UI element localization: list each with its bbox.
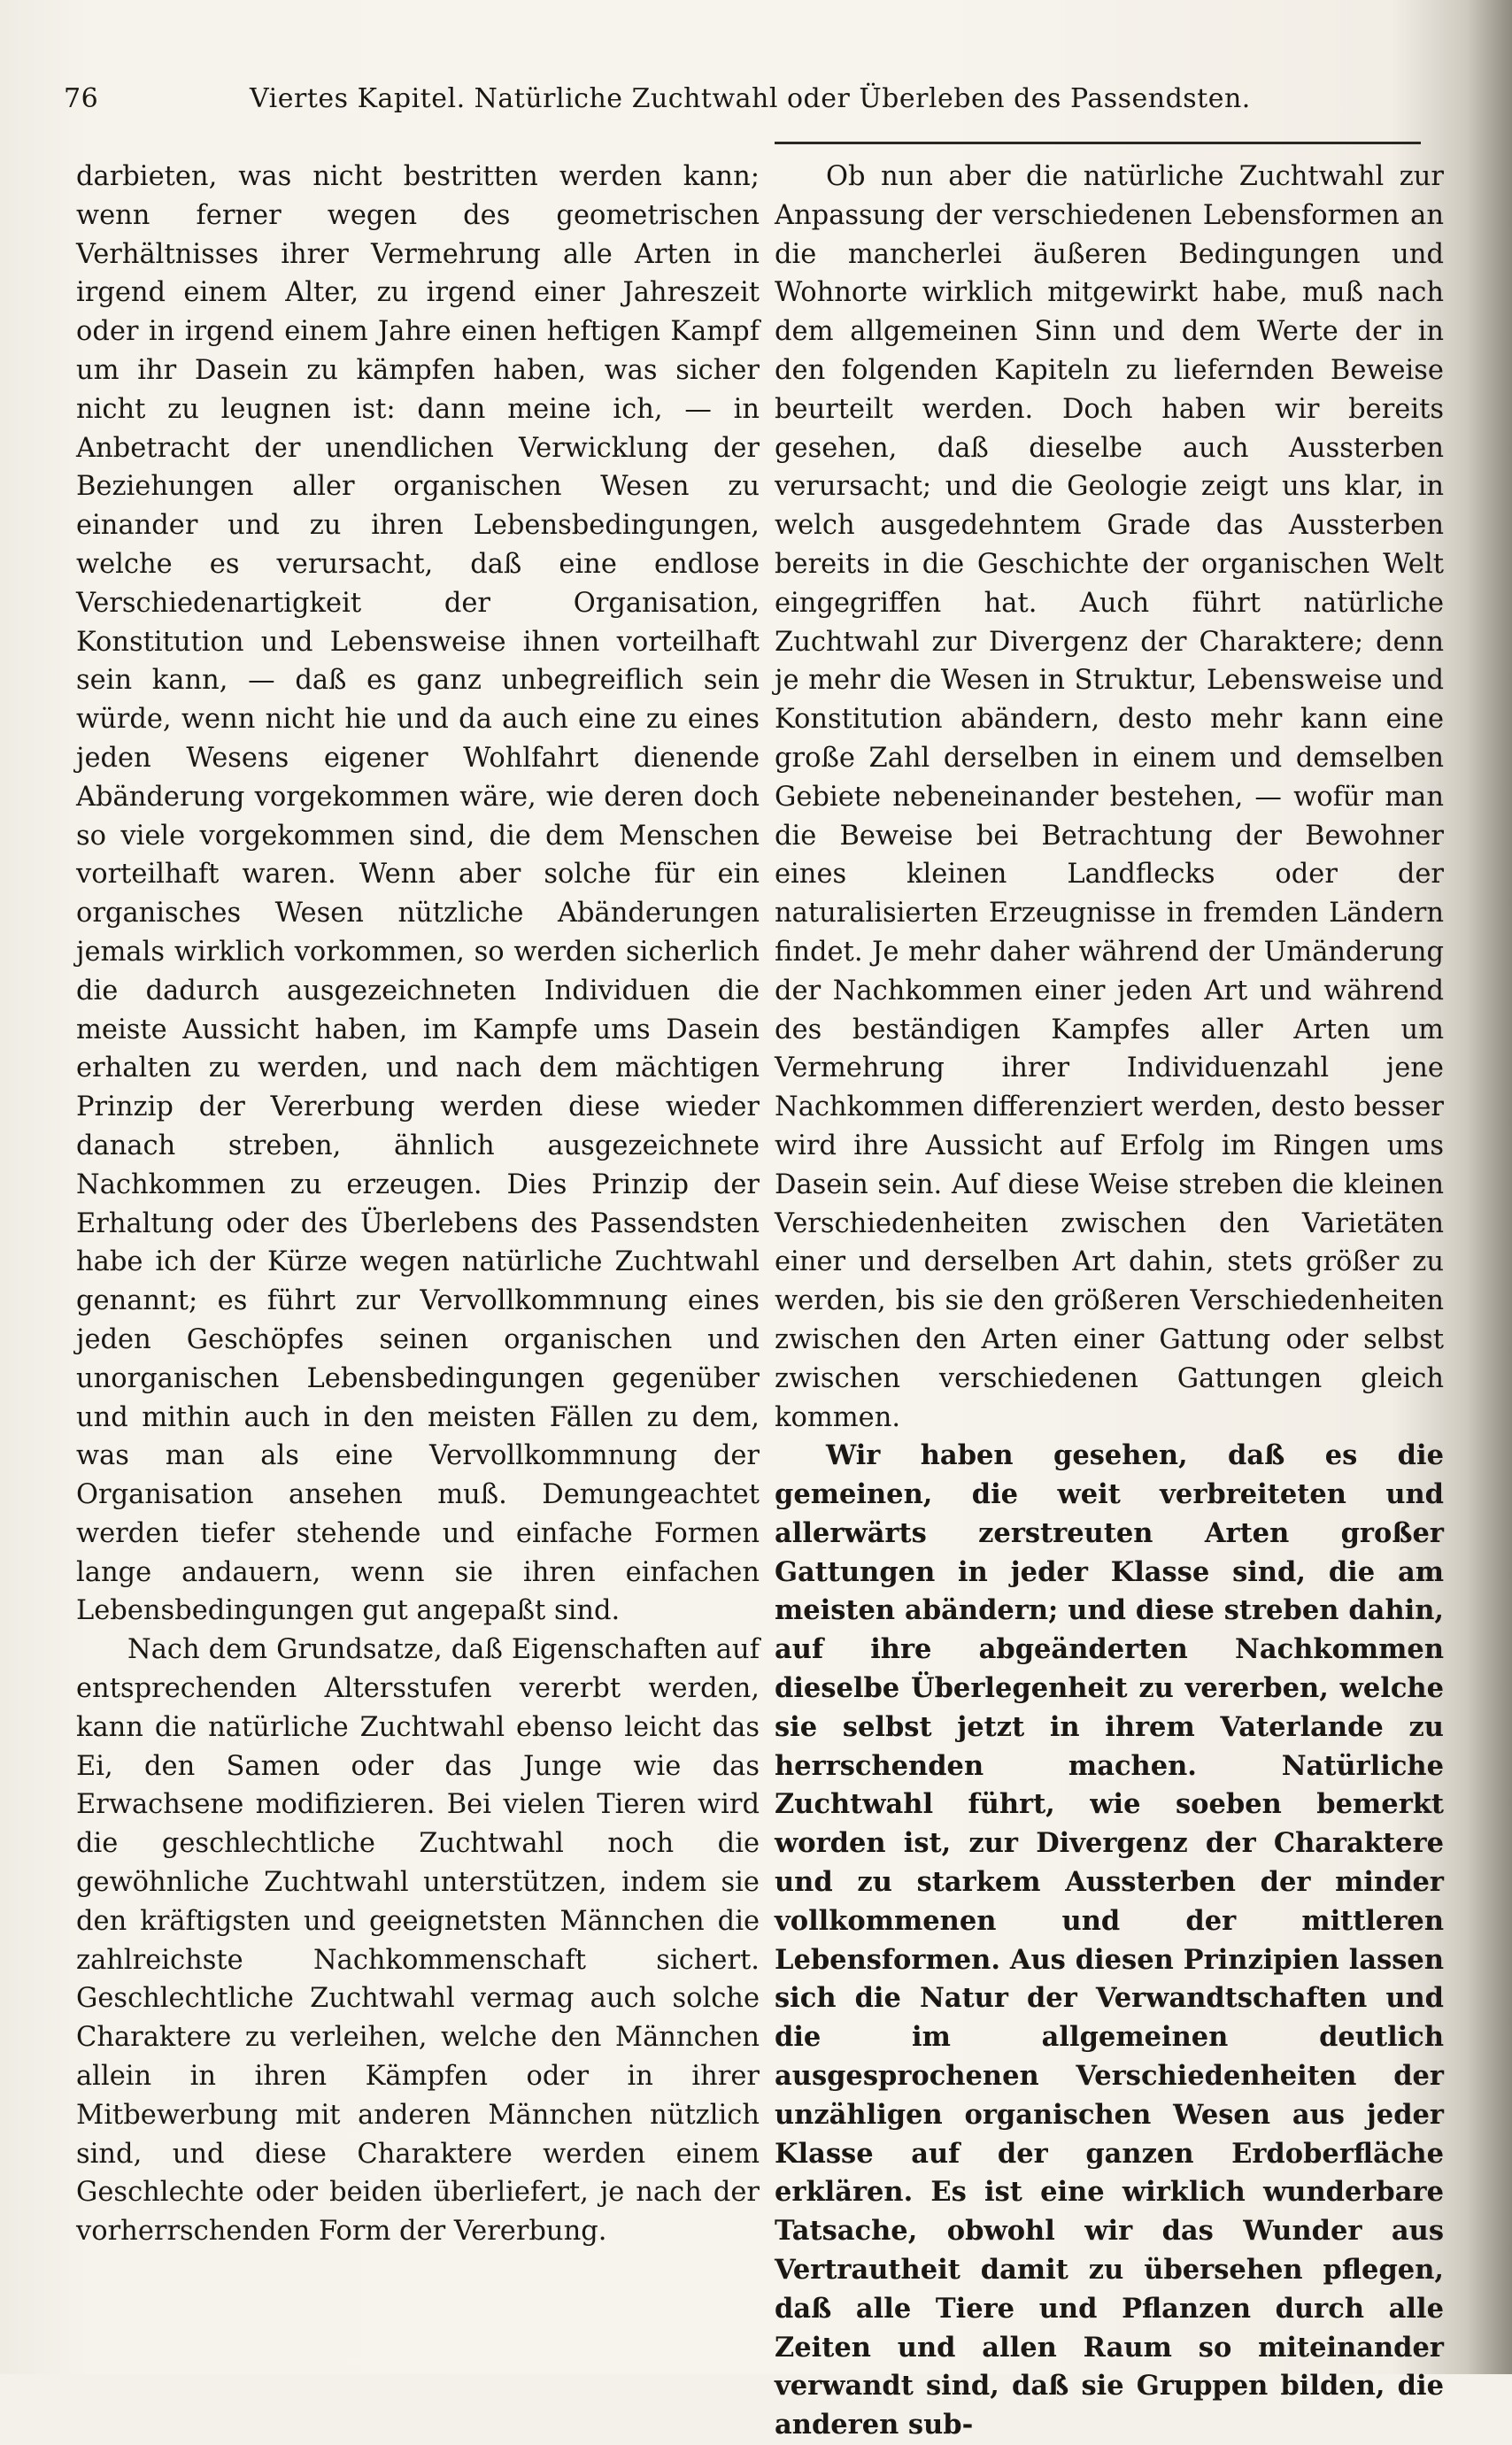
left-paragraph-1: darbieten, was nicht bestritten werden kann; wenn ferner wegen des geometrischen Verhältnisses ihrer Vermehrung alle Arten in irgend einem Alter, zu irgend einer Jahreszeit oder in irgend einem Jahre einen heftigen Kampf um ihr Dasein zu kämpfen haben, was sicher nicht zu leugnen ist: dann meine ich, — in Anbetracht der unendlichen Verwicklung der Beziehungen aller organischen Wesen zu einander und zu ihren Lebensbedingungen, welche es verursacht, daß eine endlose Verschiedenartigkeit der Organisation, Konstitution und Lebensweise ihnen vorteilhaft sein kann, — daß es ganz unbegreiflich sein würde, wenn nicht hie und da auch eine zu eines jeden Wesens eigener Wohlfahrt dienende Abänderung vorgekommen wäre, wie deren doch so viele vorgekommen sind, die dem Menschen vorteilhaft waren. Wenn aber solche für ein organisches Wesen nützliche Abänderungen jemals wirklich vorkommen, so werden sicherlich die dadurch ausgezeichneten Individuen die meiste Aussicht haben, im Kampfe ums Dasein erhalten zu werden, und nach dem mächtigen Prinzip der Vererbung werden diese wieder danach streben, ähnlich ausgezeichnete Nachkommen zu erzeugen. Dies Prinzip der Erhaltung oder des Überlebens des Passendsten habe ich der Kürze wegen natürliche Zuchtwahl genannt; es führt zur Vervollkommnung eines jeden Geschöpfes seinen organischen und unorganischen Lebensbedingungen gegenüber und mithin auch in den meisten Fällen zu dem, was man als eine Vervollkommnung der Organisation ansehen muß. Demungeachtet werden tiefer stehende und einfache Formen lange andauern, wenn sie ihren einfachen Lebensbedingungen gut angepaßt sind. [76, 161, 760, 1627]
page-number: 76 [64, 83, 99, 114]
right-paragraph-2: Wir haben gesehen, daß es die gemeinen, die weit verbreiteten und allerwärts zerstreuten Arten großer Gattungen in jeder Klasse sind, die am meisten abändern; und diese streben dahin, auf ihre abgeänderten Nachkommen dieselbe Überlegenheit zu vererben, welche sie selbst jetzt in ihrem Vaterlande zu herrschenden machen. Natürliche Zuchtwahl führt, wie soeben bemerkt worden ist, zur Divergenz der Charaktere und zu starkem Aussterben der minder vollkommenen und der mittleren Lebensformen. Aus diesen Prinzipien lassen sich die Natur der Verwandtschaften und die im allgemeinen deutlich ausgesprochenen Verschiedenheiten der unzähligen organischen Wesen aus jeder Klasse auf der ganzen Erdoberfläche erklären. Es ist eine wirklich wunderbare Tatsache, obwohl wir das Wunder aus Vertrautheit damit zu übersehen pflegen, daß alle Tiere und Pflanzen durch alle Zeiten und allen Raum so miteinander verwandt sind, daß sie Gruppen bilden, die anderen sub- [775, 1439, 1444, 2441]
running-title: Viertes Kapitel. Natürliche Zuchtwahl oder Überleben des Passendsten. [250, 83, 1251, 114]
right-column [775, 158, 1444, 2445]
right-paragraph-1: Ob nun aber die natürliche Zuchtwahl zur Anpassung der verschiedenen Lebensformen an die mancherlei äußeren Bedingungen und Wohnorte wirklich mitgewirkt habe, muß nach dem allgemeinen Sinn und dem Werte der in den folgenden Kapiteln zu liefernden Beweise beurteilt werden. Doch haben wir bereits gesehen, daß dieselbe auch Aussterben verursacht; und die Geologie zeigt uns klar, in welch ausgedehntem Grade das Aussterben bereits in die Geschichte der organischen Welt eingegriffen hat. Auch führt natürliche Zuchtwahl zur Divergenz der Charaktere; denn je mehr die Wesen in Struktur, Lebensweise und Konstitution abändern, desto mehr kann eine große Zahl derselben in einem und demselben Gebiete nebeneinander bestehen, — wofür man die Beweise bei Betrachtung der Bewohner eines kleinen Landflecks oder der naturalisierten Erzeugnisse in fremden Ländern findet. Je mehr daher während der Umänderung der Nachkommen einer jeden Art und während des beständigen Kampfes aller Arten um Vermehrung ihrer Individuenzahl jene Nachkommen differenziert werden, desto besser wird ihre Aussicht auf Erfolg im Ringen ums Dasein sein. Auf diese Weise streben die kleinen Verschiedenheiten zwischen den Varietäten einer und derselben Art dahin, stets größer zu werden, bis sie den größeren Verschiedenheiten zwischen den Arten einer Gattung oder selbst zwischen verschiedenen Gattungen gleich kommen. [775, 161, 1444, 1433]
left-paragraph-2: Nach dem Grundsatze, daß Eigenschaften auf entsprechenden Altersstufen vererbt werden, kann die natürliche Zuchtwahl ebenso leicht das Ei, den Samen oder das Junge wie das Erwachsene modifizieren. Bei vielen Tieren wird die geschlechtliche Zuchtwahl noch die gewöhnliche Zuchtwahl unterstützen, indem sie den kräftigsten und geeignetsten Männchen die zahlreichste Nachkommenschaft sichert. Geschlechtliche Zuchtwahl vermag auch solche Charaktere zu verleihen, welche den Männchen allein in ihren Kämpfen oder in ihrer Mitbewerbung mit anderen Männchen nützlich sind, und diese Charaktere werden einem Geschlechte oder beiden überliefert, je nach der vorherrschenden Form der Vererbung. [76, 1634, 760, 2248]
header-rule [775, 142, 1421, 144]
running-head [64, 78, 1277, 122]
left-column [76, 158, 760, 2251]
